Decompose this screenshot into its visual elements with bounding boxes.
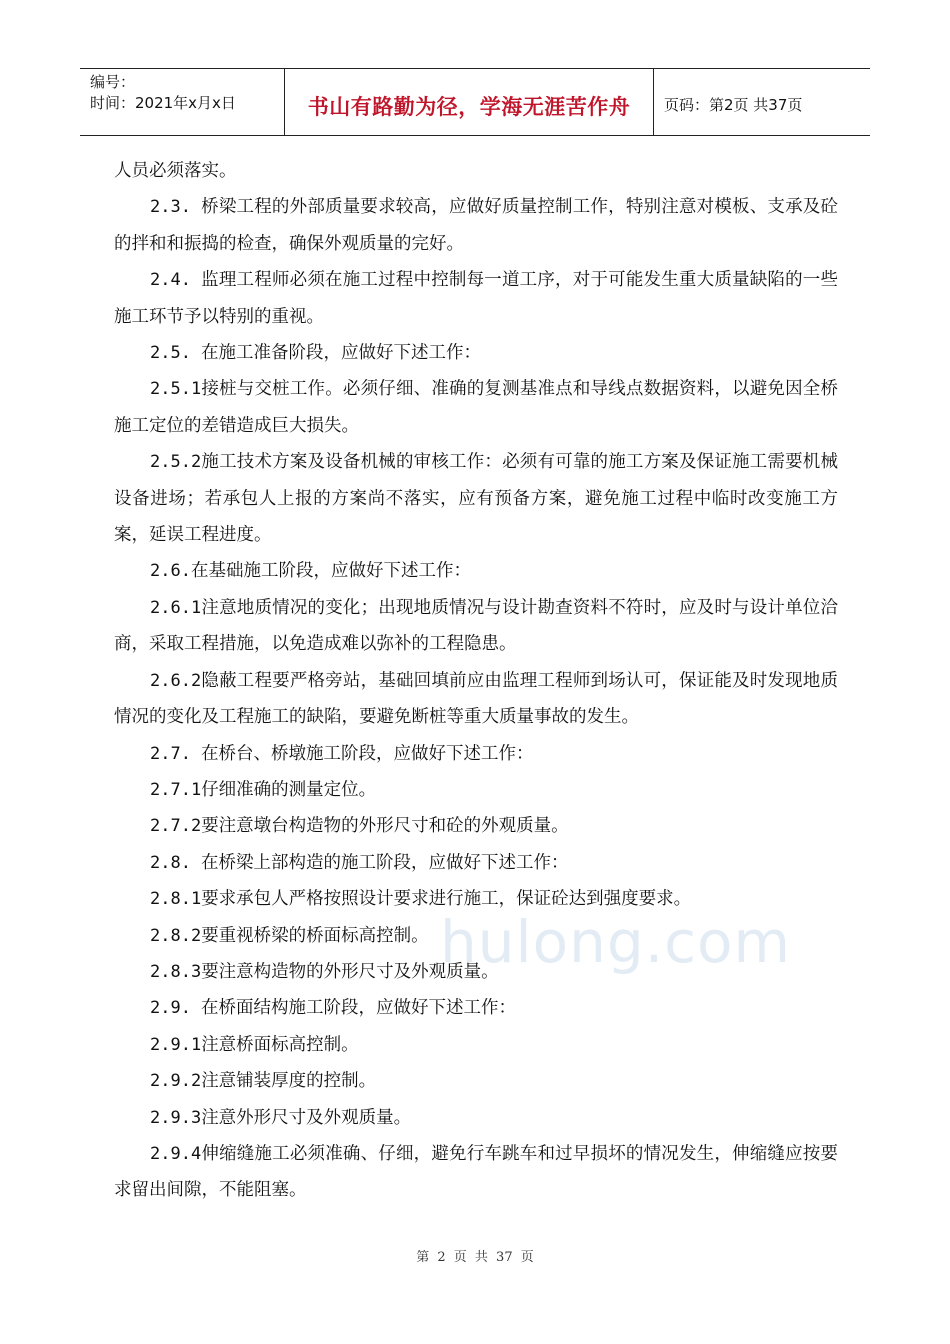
paragraph: [114, 1100, 838, 1136]
paragraph-number: 2.9.4: [150, 1143, 202, 1164]
paragraph: [114, 954, 838, 990]
document-number-label: 编号：: [90, 73, 136, 91]
paragraph-text: 隐蔽工程要严格旁站，基础回填前应由监理工程师到场认可，保证能及时发现地质情况的变化及工程施工的缺陷，要避免断桩等重大质量事故的发生。: [114, 670, 838, 728]
paragraph: [114, 918, 838, 954]
paragraph-text: 在桥梁上部构造的施工阶段，应做好下述工作：: [200, 852, 569, 873]
paragraph-number: 2.6.2: [150, 670, 202, 691]
paragraph: [114, 1136, 838, 1209]
paragraph-number: 2.7.: [150, 743, 191, 764]
paragraph: [114, 444, 838, 553]
paragraph-text: 施工技术方案及设备机械的审核工作：必须有可靠的施工方案及保证施工需要机械设备进场；若承包人上报的方案尚不落实，应有预备方案，避免施工过程中临时改变施工方案，延误工程进度。: [114, 452, 838, 546]
paragraph: [114, 1027, 838, 1063]
paragraph: [114, 772, 838, 808]
paragraph: [114, 808, 838, 844]
document-body: [114, 153, 838, 1209]
paragraph-number: 2.7.1: [150, 779, 202, 800]
paragraph-number: 2.6.1: [150, 597, 202, 618]
paragraph-number: 2.6.: [150, 561, 191, 582]
paragraph-text: 监理工程师必须在施工过程中控制每一道工序，对于可能发生重大质量缺陷的一些施工环节予以特别的重视。: [114, 270, 838, 327]
watermark: hulong.com: [440, 908, 792, 976]
paragraph-text: 要注意构造物的外形尺寸及外观质量。: [201, 961, 499, 982]
page-header: [80, 68, 870, 136]
paragraph-text: 要注意墩台构造物的外形尺寸和砼的外观质量。: [201, 816, 569, 837]
paragraph: [114, 845, 838, 881]
paragraph-number: 2.3.: [150, 197, 191, 218]
paragraph-text: 注意铺装厚度的控制。: [201, 1071, 377, 1092]
paragraph: [114, 663, 838, 736]
paragraph: [114, 881, 838, 917]
paragraph-text: 注意桥面标高控制。: [201, 1034, 359, 1055]
header-meta: [80, 69, 284, 135]
paragraph: [114, 990, 838, 1026]
paragraph: [114, 1063, 838, 1099]
paragraph: [114, 189, 838, 262]
paragraph-text: 在基础施工阶段，应做好下述工作：: [190, 561, 471, 582]
paragraph-text: 要求承包人严格按照设计要求进行施工，保证砼达到强度要求。: [201, 889, 692, 910]
paragraph-number: 2.8.1: [150, 889, 202, 910]
paragraph-number: 2.5.1: [150, 379, 202, 400]
paragraph: [114, 553, 838, 589]
paragraph-text: 在施工准备阶段，应做好下述工作：: [200, 343, 481, 364]
paragraph-number: 2.9.3: [150, 1107, 202, 1128]
paragraph-number: 2.9.1: [150, 1034, 202, 1055]
paragraph-text: 伸缩缝施工必须准确、仔细，避免行车跳车和过早损坏的情况发生，伸缩缝应按要求留出间隙，不能阻塞。: [114, 1143, 838, 1201]
paragraph-text: 在桥面结构施工阶段，应做好下述工作：: [200, 998, 516, 1019]
paragraph-number: 2.8.3: [150, 961, 202, 982]
paragraph-number: 2.4.: [150, 270, 191, 291]
header-motto: 书山有路勤为径，学海无涯苦作舟: [307, 95, 631, 119]
header-motto-cell: [284, 69, 654, 135]
header-page-info: 页码：第2页 共37页: [664, 95, 803, 114]
paragraph-text: 注意地质情况的变化；出现地质情况与设计勘查资料不符时，应及时与设计单位洽商，采取工程措施，以免造成难以弥补的工程隐患。: [114, 597, 838, 655]
paragraph-text: 仔细准确的测量定位。: [201, 779, 377, 800]
paragraph: [114, 590, 838, 663]
document-date: 时间：2021年x月x日: [90, 94, 236, 112]
paragraph-number: 2.9.2: [150, 1071, 202, 1092]
paragraph: [114, 153, 838, 189]
paragraph-number: 2.5.2: [150, 452, 202, 473]
paragraph-number: 2.8.: [150, 852, 191, 873]
paragraph-text: 要重视桥梁的桥面标高控制。: [201, 925, 429, 946]
paragraph-text: 在桥台、桥墩施工阶段，应做好下述工作：: [200, 743, 534, 764]
page-footer: 第 2 页 共 37 页: [416, 1250, 534, 1265]
paragraph: [114, 335, 838, 371]
paragraph-text: 注意外形尺寸及外观质量。: [201, 1107, 412, 1128]
paragraph-text: 接桩与交桩工作。必须仔细、准确的复测基准点和导线点数据资料，以避免因全桥施工定位的差错造成巨大损失。: [114, 379, 838, 436]
paragraph-number: 2.5.: [150, 343, 191, 364]
paragraph: [114, 736, 838, 772]
paragraph-text: 桥梁工程的外部质量要求较高，应做好质量控制工作，特别注意对模板、支承及砼的拌和和振捣的检查，确保外观质量的完好。: [114, 197, 838, 254]
paragraph-number: 2.7.2: [150, 816, 202, 837]
paragraph-number: 2.8.2: [150, 925, 202, 946]
paragraph-number: 2.9.: [150, 998, 191, 1019]
paragraph: [114, 262, 838, 335]
header-page-info-cell: [654, 69, 870, 135]
paragraph-text: 人员必须落实。: [114, 161, 237, 181]
paragraph: [114, 371, 838, 444]
